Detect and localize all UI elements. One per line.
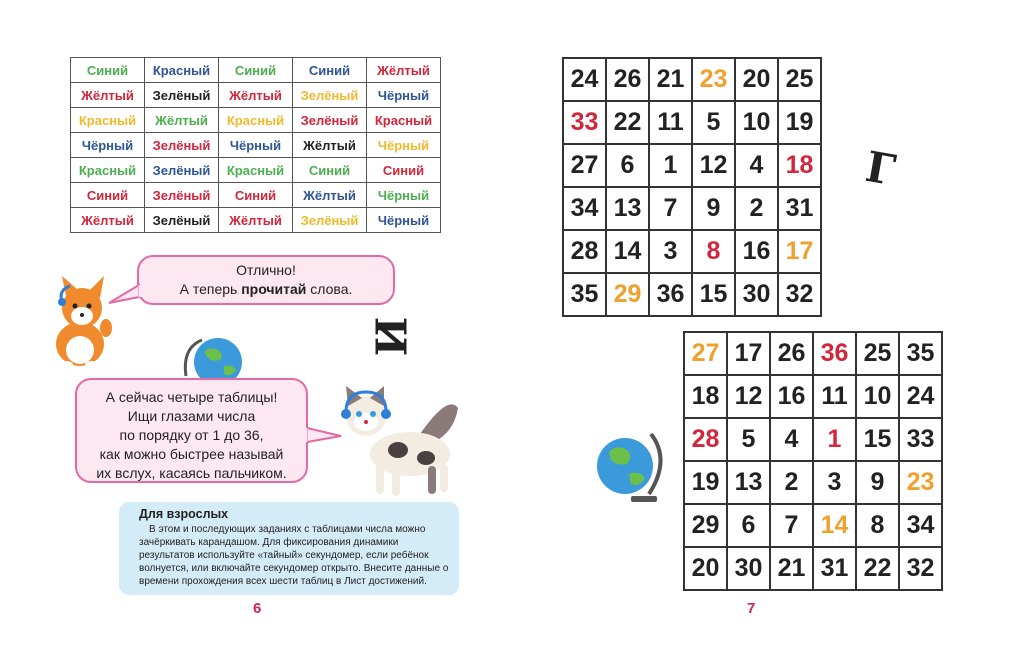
color-word-cell: Зелёный xyxy=(145,183,219,208)
grid-number-cell: 9 xyxy=(692,187,735,230)
bubble2-line: их вслух, касаясь пальчиком. xyxy=(96,465,287,481)
bubble2-line: как можно быстрее называй xyxy=(99,446,284,462)
grid-number-cell: 26 xyxy=(770,332,813,375)
grid-number-cell: 36 xyxy=(813,332,856,375)
bubble2-line: А сейчас четыре таблицы! xyxy=(105,389,278,405)
grid-number-cell: 24 xyxy=(899,375,942,418)
color-word-cell: Синий xyxy=(219,183,293,208)
grid-number-cell: 30 xyxy=(735,273,778,316)
grid-number-cell: 27 xyxy=(563,144,606,187)
grid-number-cell: 31 xyxy=(778,187,821,230)
grid-number-cell: 18 xyxy=(778,144,821,187)
grid-number-cell: 27 xyxy=(684,332,727,375)
grid-number-cell: 4 xyxy=(770,418,813,461)
letter-i: И xyxy=(365,316,415,357)
color-word-cell: Зелёный xyxy=(145,208,219,233)
grid-number-cell: 22 xyxy=(856,547,899,590)
grid-number-cell: 17 xyxy=(778,230,821,273)
grid-number-cell: 11 xyxy=(649,101,692,144)
color-word-cell: Жёлтый xyxy=(293,133,367,158)
grid-number-cell: 13 xyxy=(606,187,649,230)
color-word-cell: Синий xyxy=(367,158,441,183)
letter-g: Г xyxy=(861,141,900,196)
grid-number-cell: 29 xyxy=(684,504,727,547)
bubble1-text-bold: прочитай xyxy=(241,281,307,297)
grid-number-cell: 14 xyxy=(813,504,856,547)
grid-number-cell: 11 xyxy=(813,375,856,418)
color-word-cell: Чёрный xyxy=(219,133,293,158)
color-word-cell: Чёрный xyxy=(367,83,441,108)
grid-number-cell: 6 xyxy=(727,504,770,547)
grid-number-cell: 33 xyxy=(899,418,942,461)
color-word-cell: Зелёный xyxy=(145,83,219,108)
number-grid-2 xyxy=(683,331,943,591)
grid-number-cell: 16 xyxy=(770,375,813,418)
grid-number-cell: 10 xyxy=(856,375,899,418)
number-grid-1 xyxy=(562,57,822,317)
grid-number-cell: 2 xyxy=(735,187,778,230)
grid-number-cell: 34 xyxy=(563,187,606,230)
color-word-cell: Жёлтый xyxy=(219,208,293,233)
grid-number-cell: 23 xyxy=(692,58,735,101)
color-word-cell: Чёрный xyxy=(367,183,441,208)
grid-number-cell: 1 xyxy=(813,418,856,461)
grid-number-cell: 28 xyxy=(563,230,606,273)
grid-number-cell: 36 xyxy=(649,273,692,316)
grid-number-cell: 14 xyxy=(606,230,649,273)
grid-number-cell: 15 xyxy=(692,273,735,316)
grid-number-cell: 7 xyxy=(770,504,813,547)
bubble1-line1: Отлично! xyxy=(236,262,296,278)
grid-number-cell: 20 xyxy=(735,58,778,101)
grid-number-cell: 18 xyxy=(684,375,727,418)
color-word-cell: Синий xyxy=(219,58,293,83)
bubble1-text-pre: А теперь xyxy=(179,281,242,297)
grid-number-cell: 32 xyxy=(899,547,942,590)
grid-number-cell: 12 xyxy=(692,144,735,187)
bubble1-text-post: слова. xyxy=(306,281,353,297)
grid-number-cell: 33 xyxy=(563,101,606,144)
grid-number-cell: 24 xyxy=(563,58,606,101)
grid-number-cell: 32 xyxy=(778,273,821,316)
color-word-cell: Красный xyxy=(71,108,145,133)
grid-number-cell: 30 xyxy=(727,547,770,590)
grid-number-cell: 35 xyxy=(899,332,942,375)
grid-number-cell: 9 xyxy=(856,461,899,504)
grid-number-cell: 23 xyxy=(899,461,942,504)
grid-number-cell: 6 xyxy=(606,144,649,187)
globe-illustration-right xyxy=(591,424,671,506)
grid-number-cell: 2 xyxy=(770,461,813,504)
bubble2-line: Ищи глазами числа xyxy=(127,408,256,424)
grid-number-cell: 29 xyxy=(606,273,649,316)
color-word-cell: Зелёный xyxy=(293,83,367,108)
color-word-cell: Жёлтый xyxy=(219,83,293,108)
grid-number-cell: 31 xyxy=(813,547,856,590)
grid-number-cell: 8 xyxy=(856,504,899,547)
grid-number-cell: 8 xyxy=(692,230,735,273)
grid-number-cell: 35 xyxy=(563,273,606,316)
color-word-cell: Красный xyxy=(219,108,293,133)
color-word-cell: Жёлтый xyxy=(367,58,441,83)
page-number-left: 6 xyxy=(253,600,262,617)
grid-number-cell: 7 xyxy=(649,187,692,230)
color-word-cell: Синий xyxy=(71,183,145,208)
grid-number-cell: 22 xyxy=(606,101,649,144)
color-word-cell: Синий xyxy=(71,58,145,83)
grid-number-cell: 16 xyxy=(735,230,778,273)
color-word-cell: Чёрный xyxy=(367,133,441,158)
grid-number-cell: 26 xyxy=(606,58,649,101)
color-word-cell: Синий xyxy=(293,58,367,83)
color-word-cell: Синий xyxy=(293,158,367,183)
for-adults-title: Для взрослых xyxy=(139,507,229,521)
color-word-cell: Красный xyxy=(71,158,145,183)
grid-number-cell: 5 xyxy=(692,101,735,144)
grid-number-cell: 10 xyxy=(735,101,778,144)
grid-number-cell: 1 xyxy=(649,144,692,187)
color-word-cell: Зелёный xyxy=(293,208,367,233)
color-word-cell: Чёрный xyxy=(71,133,145,158)
grid-number-cell: 15 xyxy=(856,418,899,461)
grid-number-cell: 28 xyxy=(684,418,727,461)
grid-number-cell: 12 xyxy=(727,375,770,418)
color-word-cell: Красный xyxy=(145,58,219,83)
for-adults-text: В этом и последующих заданиях с таблицами числа можно зачёркивать карандашом. Для фиксирования динамики результатов используйте «тайный» секундомер, если ребёнок волнуется, или включайте секундомер открыто. Внесите данные о времени прохождения всех шести таблиц в Лист достижений. xyxy=(139,524,449,587)
color-word-cell: Жёлтый xyxy=(145,108,219,133)
bubble2-line: по порядку от 1 до 36, xyxy=(119,427,264,443)
grid-number-cell: 4 xyxy=(735,144,778,187)
grid-number-cell: 17 xyxy=(727,332,770,375)
grid-number-cell: 19 xyxy=(684,461,727,504)
color-word-cell: Красный xyxy=(219,158,293,183)
color-word-cell: Зелёный xyxy=(145,158,219,183)
grid-number-cell: 5 xyxy=(727,418,770,461)
color-word-cell: Жёлтый xyxy=(293,183,367,208)
grid-number-cell: 25 xyxy=(856,332,899,375)
color-word-cell: Чёрный xyxy=(367,208,441,233)
color-word-cell: Красный xyxy=(367,108,441,133)
grid-number-cell: 25 xyxy=(778,58,821,101)
color-word-cell: Зелёный xyxy=(293,108,367,133)
grid-number-cell: 19 xyxy=(778,101,821,144)
grid-number-cell: 3 xyxy=(649,230,692,273)
color-word-cell: Зелёный xyxy=(145,133,219,158)
color-word-cell: Жёлтый xyxy=(71,208,145,233)
grid-number-cell: 20 xyxy=(684,547,727,590)
page-number-right: 7 xyxy=(747,600,756,617)
grid-number-cell: 34 xyxy=(899,504,942,547)
grid-number-cell: 21 xyxy=(770,547,813,590)
grid-number-cell: 3 xyxy=(813,461,856,504)
color-word-cell: Жёлтый xyxy=(71,83,145,108)
grid-number-cell: 13 xyxy=(727,461,770,504)
grid-number-cell: 21 xyxy=(649,58,692,101)
